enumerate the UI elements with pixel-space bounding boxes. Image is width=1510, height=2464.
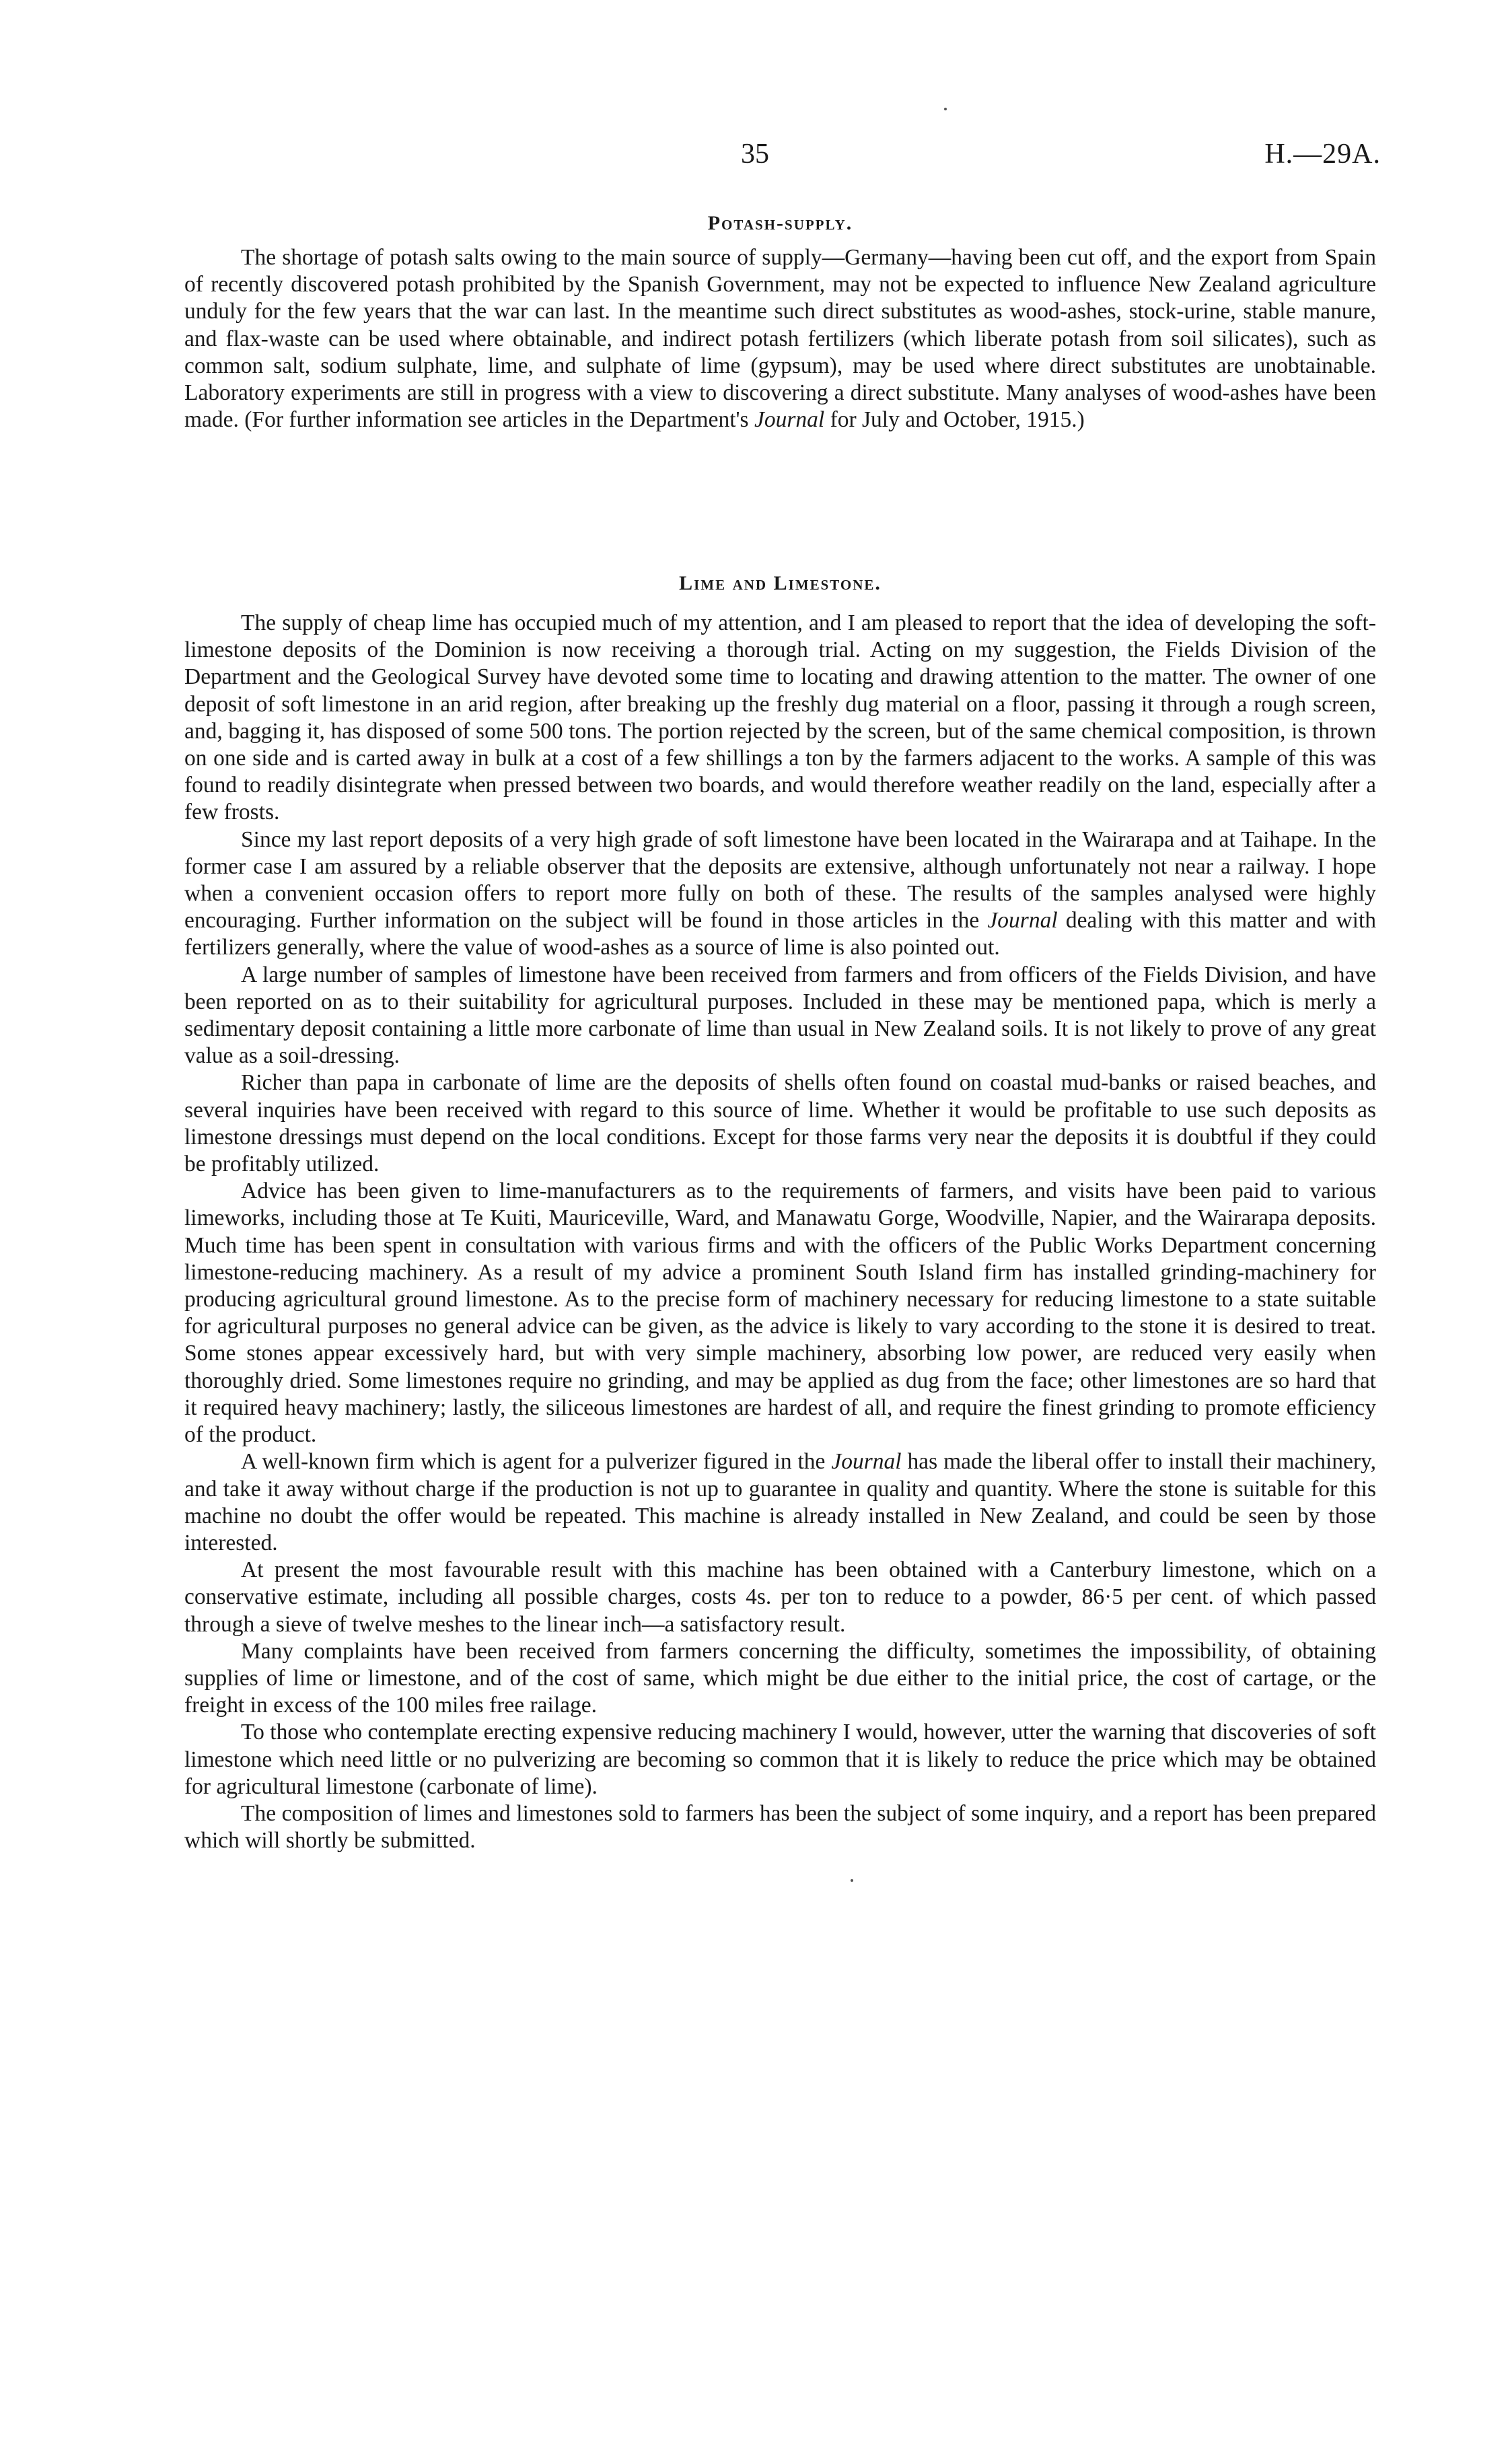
paragraph: Since my last report deposits of a very high grade of soft limestone have been located in the Wairarapa and at Taihape. In the former case I am assured by a reliable observer that the deposits are extensive, although unfortunately not near a railway. I hope when a convenient occasion offers to report more fully on both of these. The results of the samples analysed were highly encouraging. Further information on the subject will be found in those articles in the Journal dealing with this matter and with fertilizers generally, where the value of wood-ashes as a source of lime is also pointed out. (184, 826, 1377, 960)
paragraph: Advice has been given to lime-manufacturers as to the requirements of farmers, and visits have been paid to various limeworks, including those at Te Kuiti, Mauriceville, Ward, and Manawatu Gorge, Woodville, Napier, and the Wairarapa deposits. Much time has been spent in consultation with various firms and with the officers of the Public Works Department concerning limestone-reducing machinery. As a result of my advice a prominent South Island firm has installed grinding-machinery for producing agricultural ground limestone. As to the precise form of machinery necessary for reducing limestone to a state suitable for agricultural purposes no general advice can be given, as the advice is likely to vary according to the stone it is desired to treat. Some stones appear excessively hard, but with very simple machinery, absorbing low power, are reduced very easily when thoroughly dried. Some limestones require no grinding, and may be applied as dug from the face; other limestones are so hard that it required heavy machinery; lastly, the siliceous limestones are hardest of all, and require the finest grinding to promote efficiency of the product. (184, 1178, 1376, 1448)
paragraph: At present the most favourable result with this machine has been obtained with a Canterbury limestone, which on a conservative estimate, including all possible charges, costs 4s. per ton to reduce to a powder, 86·5 per cent. of which passed through a sieve of twelve meshes to the linear inch—a satisfactory result. (184, 1557, 1376, 1637)
paragraph: Many complaints have been received from farmers concerning the difficulty, sometimes the impossibility, of obtaining supplies of lime or limestone, and of the cost of same, which might be due either to the initial price, the cost of cartage, or the freight in excess of the 100 miles free railage. (184, 1638, 1376, 1718)
page-number: 35 (741, 139, 769, 170)
paragraph: A well-known firm which is agent for a pulverizer figured in the Journal has made the liberal offer to install their machinery, and take it away without charge if the production is not up to guarantee in quality and quantity. Where the stone is suitable for this machine no doubt the offer would be repeated. This machine is already installed in New Zealand, and could be seen by those interested. (184, 1449, 1376, 1555)
section-potash-supply (184, 212, 1376, 433)
section-lime-and-limestone (184, 572, 1376, 1854)
paragraph: To those who contemplate erecting expensive reducing machinery I would, however, utter the warning that discoveries of soft limestone which need little or no pulverizing are becoming so common that it is likely to reduce the price which may be obtained for agricultural limestone (carbonate of lime). (184, 1720, 1376, 1799)
scan-speck (944, 108, 947, 110)
scan-speck (851, 1879, 853, 1882)
paragraph: The supply of cheap lime has occupied much of my attention, and I am pleased to report that the idea of developing the soft-limestone deposits of the Dominion is now receiving a thorough trial. Acting on my suggestion, the Fields Division of the Department and the Geological Survey have devoted some time to locating and drawing attention to the matter. The owner of one deposit of soft limestone in an arid region, after breaking up the freshly dug material on a floor, passing it through a rough screen, and, bagging it, has disposed of some 500 tons. The portion rejected by the screen, but of the same chemical composition, is thrown on one side and is carted away in bulk at a cost of a few shillings a ton by the farmers adjacent to the works. A sample of this was found to readily disintegrate when pressed between two boards, and would therefore weather readily on the land, especially after a few frosts. (184, 610, 1376, 825)
paragraph: The composition of limes and limestones sold to farmers has been the subject of some inquiry, and a report has been prepared which will shortly be submitted. (184, 1800, 1376, 1854)
paragraph: The shortage of potash salts owing to the main source of supply—Germany—having been cut off, and the export from Spain of recently discovered potash prohibited by the Spanish Government, may not be expected to influence New Zealand agriculture unduly for the few years that the war can last. In the meantime such direct substitutes as wood-ashes, stock-urine, stable manure, and flax-waste can be used where obtainable, and indirect potash fertilizers (which liberate potash from soil silicates), such as common salt, sodium sulphate, lime, and sulphate of lime (gypsum), may be used where direct substitutes are unobtainable. Laboratory experiments are still in progress with a view to discovering a direct substitute. Many analyses of wood-ashes have been made. (For further information see articles in the Department's Journal for July and October, 1915.) (184, 245, 1376, 433)
section-heading: Potash-supply. (707, 212, 853, 234)
paragraph: Richer than papa in carbonate of lime are the deposits of shells often found on coastal mud-banks or raised beaches, and several inquiries have been received with regard to this source of lime. Whether it would be profitable to use such deposits as limestone dressings must depend on the local conditions. Except for those farms very near the deposits it is doubtful if they could be profitably utilized. (184, 1070, 1376, 1177)
section-heading: Lime and Limestone. (679, 572, 882, 594)
document-reference: H.—29A. (1264, 139, 1381, 170)
paragraph: A large number of samples of limestone have been received from farmers and from officers of the Fields Division, and have been reported on as to their suitability for agricultural purposes. Included in these may be mentioned papa, which is merly a sedimentary deposit containing a little more carbonate of lime than usual in New Zealand soils. It is not likely to prove of any great value as a soil-dressing. (184, 962, 1376, 1069)
